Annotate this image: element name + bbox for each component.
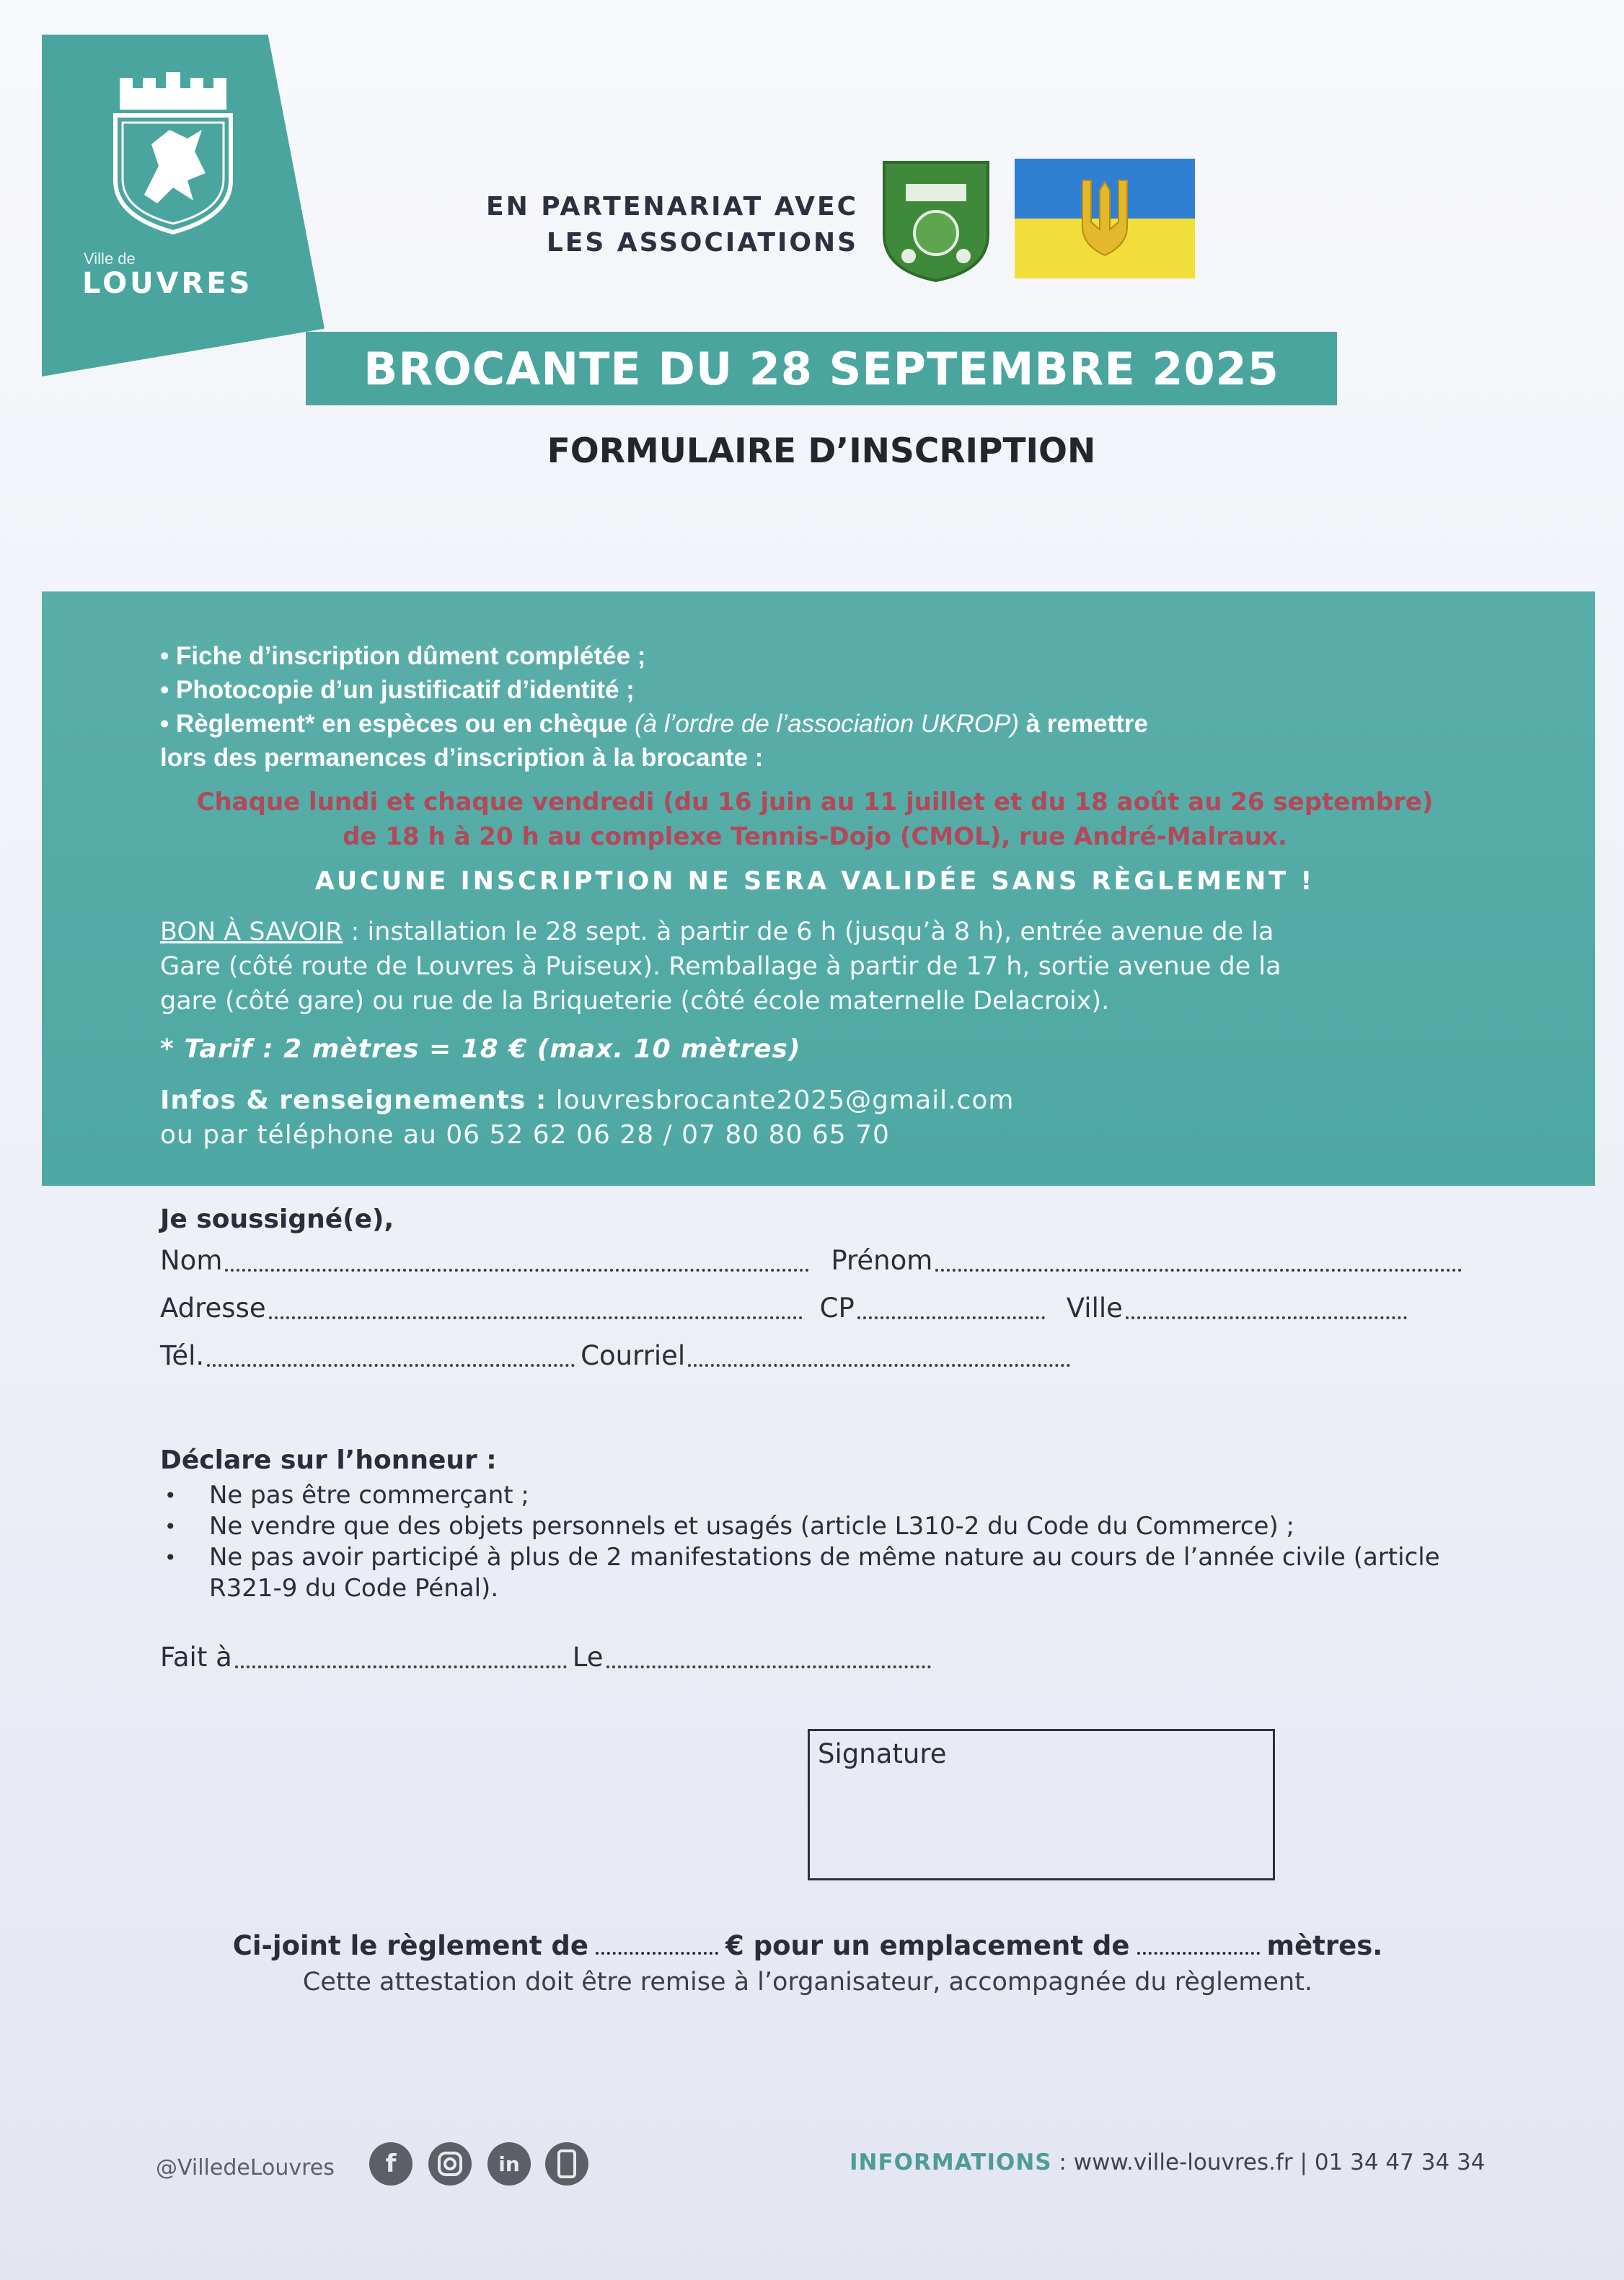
requirement-3-cont: lors des permanences d’inscription à la brocante : bbox=[160, 744, 764, 772]
cp-field[interactable] bbox=[857, 1295, 1045, 1319]
date-field[interactable] bbox=[606, 1644, 931, 1668]
schedule-line-1: Chaque lundi et chaque vendredi (du 16 juin au 11 juillet et du 18 août au 26 septembre) bbox=[196, 788, 1434, 817]
schedule-text bbox=[94, 785, 1536, 854]
price-text: * Tarif : 2 mètres = 18 € (max. 10 mètres) bbox=[160, 1034, 801, 1064]
city-name: LOUVRES bbox=[82, 267, 253, 300]
declaration-heading: Déclare sur l’honneur : bbox=[160, 1445, 497, 1475]
length-field[interactable] bbox=[1137, 1936, 1260, 1955]
le-label: Le bbox=[572, 1642, 604, 1673]
contact-row bbox=[160, 1340, 1076, 1371]
ukraine-flag bbox=[1015, 159, 1195, 278]
page-title: BROCANTE DU 28 SEPTEMBRE 2025 bbox=[306, 332, 1337, 405]
good-to-know-text: BON À SAVOIR : installation le 28 sept. à partir de 6 h (jusqu’à 8 h), entrée avenue de la Gare (côté route de Louvres à Puiseux). Remballage à partir de 17 h, sortie avenue de la gare (côté gare) ou rue de la Briqueterie (côté école maternelle Delacroix). bbox=[160, 917, 1281, 1016]
partnership-text bbox=[404, 189, 858, 261]
instagram-icon[interactable] bbox=[428, 2142, 472, 2186]
footer-info-text: : www.ville-louvres.fr | 01 34 47 34 34 bbox=[1051, 2149, 1486, 2175]
address-row bbox=[160, 1293, 1413, 1324]
mobile-app-icon[interactable] bbox=[545, 2142, 588, 2186]
tel-label: Tél. bbox=[160, 1340, 205, 1371]
fait-a-field[interactable] bbox=[235, 1644, 567, 1668]
requirement-2: • Photocopie d’un justificatif d’identité ; bbox=[160, 676, 635, 704]
list-item: • Ne vendre que des objets personnels et usagés (article L310-2 du Code du Commerce) ; bbox=[164, 1512, 1294, 1541]
linkedin-icon[interactable]: in bbox=[487, 2142, 531, 2186]
ville-label: Ville bbox=[1066, 1293, 1123, 1324]
fait-a-label: Fait à bbox=[160, 1642, 232, 1673]
ville-field[interactable] bbox=[1126, 1295, 1407, 1319]
form-subtitle: FORMULAIRE D’INSCRIPTION bbox=[547, 431, 1096, 471]
declaration-list bbox=[160, 1480, 1458, 1604]
prenom-field[interactable] bbox=[935, 1247, 1462, 1272]
contact-info bbox=[160, 1083, 1015, 1153]
association-club-badge-icon bbox=[880, 155, 992, 283]
signature-label: Signature bbox=[818, 1738, 947, 1769]
adresse-field[interactable] bbox=[269, 1295, 803, 1319]
prenom-label: Prénom bbox=[831, 1245, 933, 1276]
courriel-field[interactable] bbox=[688, 1342, 1070, 1367]
tel-field[interactable] bbox=[207, 1342, 575, 1367]
courriel-label: Courriel bbox=[581, 1340, 686, 1371]
cp-label: CP bbox=[819, 1293, 855, 1324]
undersigned-label: Je soussigné(e), bbox=[160, 1205, 394, 1234]
requirement-1: • Fiche d’inscription dûment complétée ; bbox=[160, 642, 646, 670]
schedule-line-2: de 18 h à 20 h au complexe Tennis-Dojo (CMOL), rue André-Malraux. bbox=[343, 822, 1287, 851]
requirements-list bbox=[160, 639, 1458, 775]
partnership-line-2: LES ASSOCIATIONS bbox=[546, 228, 858, 258]
payment-statement: Ci-joint le règlement de € pour un emplacement de mètres. bbox=[232, 1930, 1383, 1961]
footer-info-label: INFORMATIONS bbox=[849, 2149, 1052, 2175]
contact-phone: ou par téléphone au 06 52 62 06 28 / 07 80 80 65 70 bbox=[160, 1120, 890, 1150]
good-to-know-label: BON À SAVOIR bbox=[160, 917, 343, 946]
place-date-row bbox=[160, 1642, 937, 1673]
requirement-3: • Règlement* en espèces ou en chèque (à l’ordre de l’association UKROP) à remettre bbox=[160, 710, 1148, 738]
warning-text: AUCUNE INSCRIPTION NE SERA VALIDÉE SANS RÈGLEMENT ! bbox=[314, 867, 1315, 896]
contact-email[interactable]: louvresbrocante2025@gmail.com bbox=[547, 1086, 1015, 1115]
partnership-line-1: EN PARTENARIAT AVEC bbox=[486, 192, 858, 221]
contact-label: Infos & renseignements : bbox=[160, 1086, 547, 1115]
adresse-label: Adresse bbox=[160, 1293, 266, 1324]
footer-info bbox=[849, 2149, 1485, 2175]
nom-label: Nom bbox=[160, 1245, 223, 1276]
nom-field[interactable] bbox=[225, 1247, 809, 1272]
city-prefix: Ville de bbox=[84, 250, 136, 268]
trident-icon bbox=[1077, 176, 1133, 261]
facebook-icon[interactable]: f bbox=[369, 2142, 412, 2186]
city-crest-icon bbox=[101, 72, 245, 238]
attestation-note: Cette attestation doit être remise à l’organisateur, accompagnée du règlement. bbox=[302, 1968, 1313, 1997]
social-handle: @VilledeLouvres bbox=[156, 2155, 335, 2180]
name-row bbox=[160, 1245, 1468, 1276]
list-item: • Ne pas être commerçant ; bbox=[164, 1481, 529, 1510]
list-item: • Ne pas avoir participé à plus de 2 manifestations de même nature au cours de l’année civile (article R321-9 du Code Pénal). bbox=[164, 1543, 1440, 1603]
amount-field[interactable] bbox=[596, 1936, 718, 1955]
